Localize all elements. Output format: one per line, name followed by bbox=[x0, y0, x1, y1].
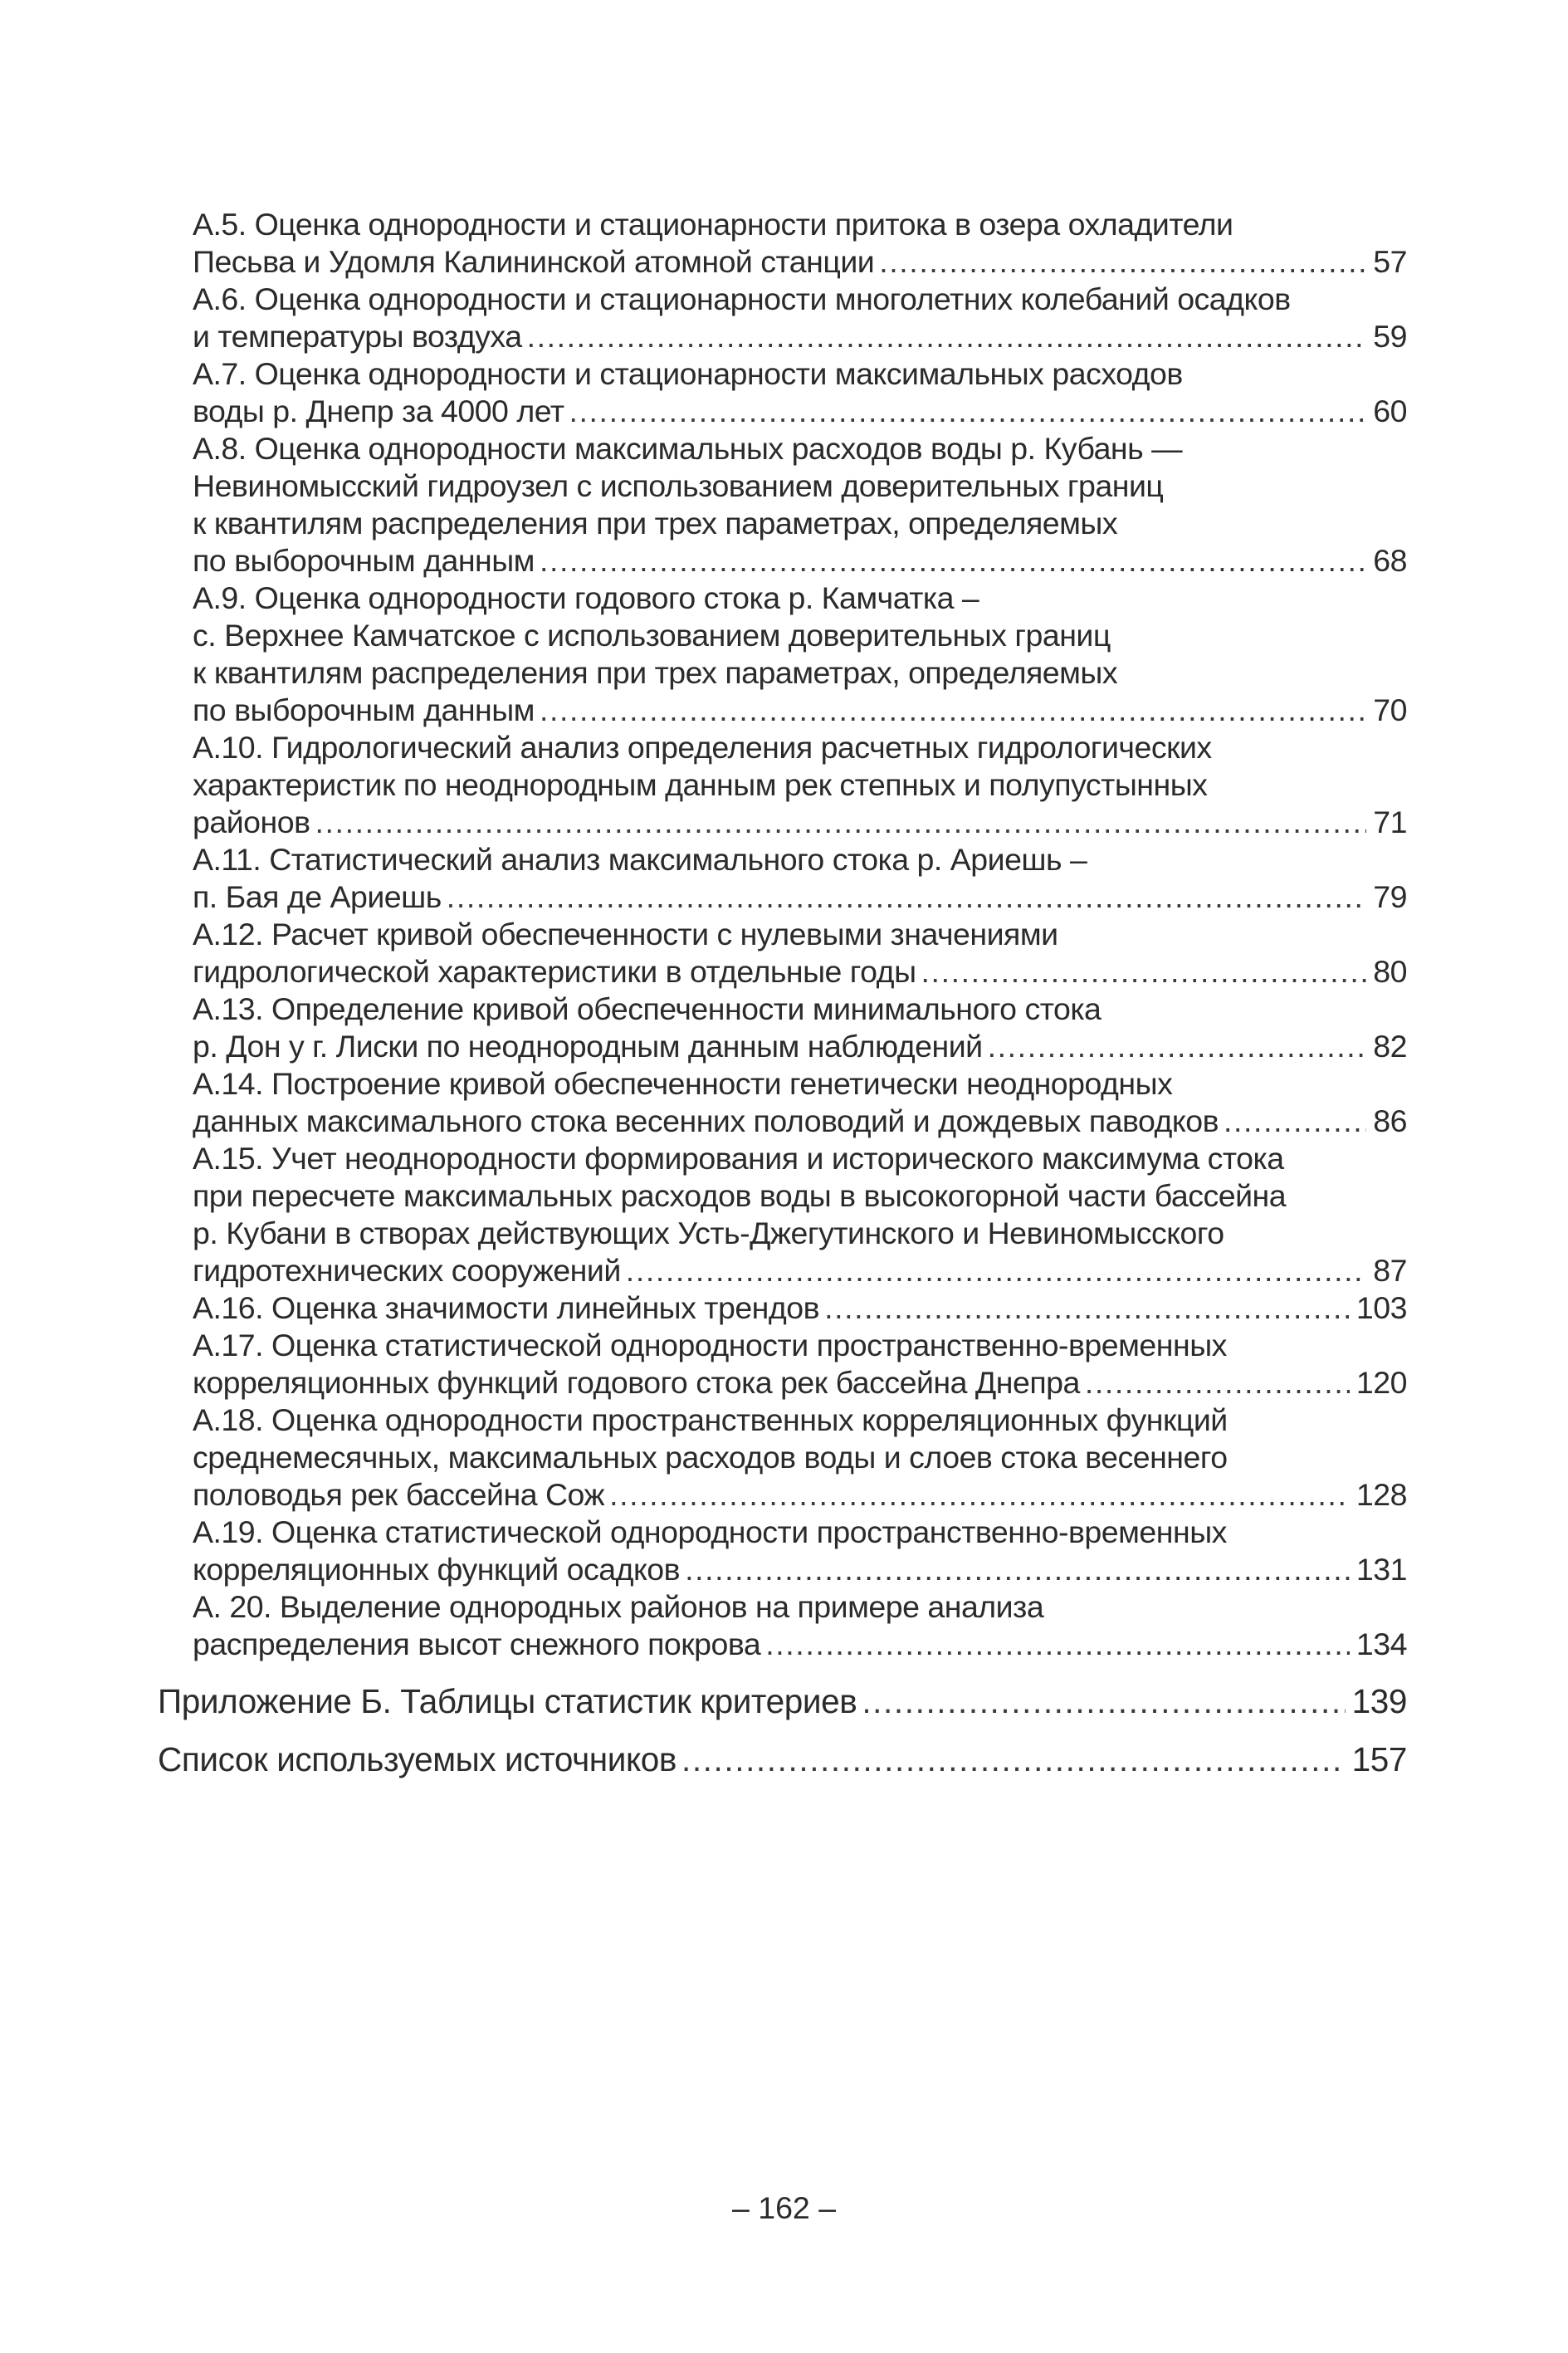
toc-line bbox=[0, 878, 1568, 916]
toc-line bbox=[0, 206, 1568, 243]
toc-line bbox=[0, 1177, 1568, 1215]
toc-page-number: 79 bbox=[1373, 879, 1407, 914]
dot-leader bbox=[447, 878, 1366, 916]
toc-page-number: 71 bbox=[1373, 805, 1407, 839]
toc-line bbox=[0, 654, 1568, 692]
toc-main-entry[interactable] bbox=[0, 1739, 1568, 1779]
toc-line bbox=[0, 692, 1568, 729]
toc-line bbox=[0, 243, 1568, 281]
toc-entry[interactable] bbox=[0, 841, 1568, 916]
toc-entry-title: А.10. Гидрологический анализ определения расчетных гидрологических bbox=[193, 730, 1212, 765]
toc-entry[interactable] bbox=[0, 206, 1568, 281]
toc-page-number: 157 bbox=[1351, 1740, 1407, 1778]
toc-line bbox=[0, 1514, 1568, 1551]
dot-leader bbox=[681, 1739, 1346, 1779]
toc-line bbox=[0, 804, 1568, 841]
toc-line bbox=[0, 1289, 1568, 1327]
toc-entry[interactable] bbox=[0, 1289, 1568, 1327]
table-of-contents bbox=[0, 206, 1568, 1779]
toc-line bbox=[0, 1140, 1568, 1177]
toc-entry-title: корреляционных функций годового стока рек бассейна Днепра bbox=[193, 1365, 1080, 1400]
toc-line bbox=[0, 617, 1568, 654]
toc-entry-title: при пересчете максимальных расходов воды в высокогорной части бассейна bbox=[193, 1178, 1287, 1213]
toc-entry-title: А.14. Построение кривой обеспеченности генетически неоднородных bbox=[193, 1066, 1173, 1101]
toc-line bbox=[0, 467, 1568, 505]
toc-entry-title: Приложение Б. Таблицы статистик критериев bbox=[158, 1682, 857, 1720]
toc-line bbox=[0, 1626, 1568, 1663]
toc-entry[interactable] bbox=[0, 1140, 1568, 1289]
toc-entry-title: гидротехнических сооружений bbox=[193, 1253, 621, 1288]
toc-line bbox=[0, 766, 1568, 804]
toc-entry-title: характеристик по неоднородным данным рек степных и полупустынных bbox=[193, 767, 1208, 802]
toc-entry[interactable] bbox=[0, 1402, 1568, 1514]
toc-page-number: 59 bbox=[1373, 319, 1407, 354]
dot-leader bbox=[921, 953, 1367, 991]
toc-line bbox=[0, 916, 1568, 953]
toc-entry-title: А.6. Оценка однородности и стационарности многолетних колебаний осадков bbox=[193, 281, 1291, 316]
toc-entry-title: А.19. Оценка статистической однородности пространственно-временных bbox=[193, 1514, 1227, 1549]
toc-entry-title: А.16. Оценка значимости линейных трендов bbox=[193, 1290, 820, 1325]
toc-line bbox=[0, 430, 1568, 467]
toc-entry-title: А.11. Статистический анализ максимального стока р. Ариешь – bbox=[193, 842, 1087, 877]
toc-line bbox=[0, 729, 1568, 766]
dot-leader bbox=[879, 243, 1366, 281]
toc-line bbox=[0, 1402, 1568, 1439]
toc-line bbox=[0, 1739, 1568, 1779]
toc-line bbox=[0, 580, 1568, 617]
toc-line bbox=[0, 1551, 1568, 1588]
toc-entry-title: распределения высот снежного покрова bbox=[193, 1627, 761, 1661]
toc-entry-title: к квантилям распределения при трех параметрах, определяемых bbox=[193, 506, 1118, 541]
toc-page-number: 120 bbox=[1356, 1365, 1407, 1400]
toc-entry-title: А.15. Учет неоднородности формирования и исторического максимума стока bbox=[193, 1141, 1284, 1176]
toc-line bbox=[0, 953, 1568, 991]
toc-line bbox=[0, 318, 1568, 355]
dot-leader bbox=[609, 1476, 1350, 1514]
toc-entry-title: по выборочным данным bbox=[193, 543, 535, 578]
dot-leader bbox=[862, 1681, 1345, 1721]
toc-entry-title: и температуры воздуха bbox=[193, 319, 522, 354]
toc-line bbox=[0, 991, 1568, 1028]
toc-page-number: 57 bbox=[1373, 244, 1407, 279]
toc-page-number: 86 bbox=[1373, 1103, 1407, 1138]
dot-leader bbox=[988, 1028, 1367, 1065]
toc-entry-title: Список используемых источников bbox=[158, 1740, 677, 1778]
toc-entry-title: р. Кубани в створах действующих Усть-Джегутинского и Невиномысского bbox=[193, 1216, 1224, 1250]
toc-page-number: 131 bbox=[1356, 1552, 1407, 1587]
toc-entry[interactable] bbox=[0, 1514, 1568, 1588]
toc-line bbox=[0, 1476, 1568, 1514]
toc-entry-title: данных максимального стока весенних половодий и дождевых паводков bbox=[193, 1103, 1219, 1138]
toc-entry[interactable] bbox=[0, 991, 1568, 1065]
dot-leader bbox=[540, 542, 1366, 580]
toc-entry-title: корреляционных функций осадков bbox=[193, 1552, 681, 1587]
toc-page-number: 60 bbox=[1373, 394, 1407, 428]
toc-page-number: 82 bbox=[1373, 1029, 1407, 1064]
toc-entry[interactable] bbox=[0, 355, 1568, 430]
toc-entry-title: р. Дон у г. Лиски по неоднородным данным наблюдений bbox=[193, 1029, 983, 1064]
toc-line bbox=[0, 1065, 1568, 1103]
toc-entry[interactable] bbox=[0, 281, 1568, 355]
toc-entry-title: воды р. Днепр за 4000 лет bbox=[193, 394, 564, 428]
toc-entry-title: среднемесячных, максимальных расходов воды и слоев стока весеннего bbox=[193, 1440, 1228, 1475]
toc-entry[interactable] bbox=[0, 1327, 1568, 1402]
toc-page-number: 103 bbox=[1356, 1290, 1407, 1325]
toc-entry[interactable] bbox=[0, 580, 1568, 729]
toc-page-number: 87 bbox=[1373, 1253, 1407, 1288]
toc-page-number: 128 bbox=[1356, 1477, 1407, 1512]
toc-entry-title: А.18. Оценка однородности пространственных корреляционных функций bbox=[193, 1402, 1228, 1437]
toc-entry-title: А.17. Оценка статистической однородности пространственно-временных bbox=[193, 1328, 1227, 1362]
toc-entry-title: половодья рек бассейна Сож bbox=[193, 1477, 605, 1512]
toc-entry[interactable] bbox=[0, 1065, 1568, 1140]
toc-page-number: 139 bbox=[1351, 1682, 1407, 1720]
dot-leader bbox=[315, 804, 1367, 841]
toc-page-number: 80 bbox=[1373, 954, 1407, 989]
toc-entry-title: районов bbox=[193, 805, 310, 839]
toc-line bbox=[0, 542, 1568, 580]
dot-leader bbox=[1085, 1364, 1350, 1402]
dot-leader bbox=[765, 1626, 1350, 1663]
toc-entry-title: А. 20. Выделение однородных районов на примере анализа bbox=[193, 1589, 1044, 1624]
toc-line bbox=[0, 1681, 1568, 1721]
toc-entry-title: по выборочным данным bbox=[193, 692, 535, 727]
dot-leader bbox=[527, 318, 1367, 355]
dot-leader bbox=[626, 1252, 1366, 1289]
toc-line bbox=[0, 1252, 1568, 1289]
page-number: – 162 – bbox=[731, 2190, 837, 2225]
toc-page-number: 68 bbox=[1373, 543, 1407, 578]
toc-entry-title: А.9. Оценка однородности годового стока р. Камчатка – bbox=[193, 580, 979, 615]
toc-entry-title: А.13. Определение кривой обеспеченности минимального стока bbox=[193, 991, 1102, 1026]
toc-entry-title: Песьва и Удомля Калининской атомной станции bbox=[193, 244, 875, 279]
toc-line bbox=[0, 1103, 1568, 1140]
dot-leader bbox=[824, 1289, 1350, 1327]
toc-line bbox=[0, 1028, 1568, 1065]
toc-entry[interactable] bbox=[0, 916, 1568, 991]
toc-entry-title: с. Верхнее Камчатское с использованием доверительных границ bbox=[193, 618, 1111, 653]
toc-line bbox=[0, 393, 1568, 430]
toc-line bbox=[0, 1364, 1568, 1402]
toc-entry-title: А.5. Оценка однородности и стационарности притока в озера охладители bbox=[193, 207, 1233, 242]
toc-entry[interactable] bbox=[0, 430, 1568, 580]
toc-entry[interactable] bbox=[0, 1588, 1568, 1663]
toc-entry-title: А.12. Расчет кривой обеспеченности с нулевыми значениями bbox=[193, 917, 1058, 951]
toc-line bbox=[0, 841, 1568, 878]
toc-page-number: 70 bbox=[1373, 692, 1407, 727]
toc-line bbox=[0, 1327, 1568, 1364]
toc-page-number: 134 bbox=[1356, 1627, 1407, 1661]
toc-line bbox=[0, 1439, 1568, 1476]
toc-entry-title: Невиномысский гидроузел с использованием доверительных границ bbox=[193, 468, 1164, 503]
toc-line bbox=[0, 1588, 1568, 1626]
toc-main-entry[interactable] bbox=[0, 1681, 1568, 1721]
toc-entry-title: гидрологической характеристики в отдельные годы bbox=[193, 954, 916, 989]
toc-line bbox=[0, 355, 1568, 393]
toc-line bbox=[0, 1215, 1568, 1252]
toc-entry-title: А.8. Оценка однородности максимальных расходов воды р. Кубань — bbox=[193, 431, 1183, 466]
dot-leader bbox=[569, 393, 1367, 430]
toc-entry-title: А.7. Оценка однородности и стационарности максимальных расходов bbox=[193, 356, 1183, 391]
dot-leader bbox=[1224, 1103, 1366, 1140]
dot-leader bbox=[540, 692, 1366, 729]
toc-entry-title: к квантилям распределения при трех параметрах, определяемых bbox=[193, 655, 1118, 690]
toc-line bbox=[0, 505, 1568, 542]
toc-entry-title: п. Бая де Ариешь bbox=[193, 879, 442, 914]
toc-line bbox=[0, 281, 1568, 318]
toc-entry[interactable] bbox=[0, 729, 1568, 841]
dot-leader bbox=[685, 1551, 1350, 1588]
